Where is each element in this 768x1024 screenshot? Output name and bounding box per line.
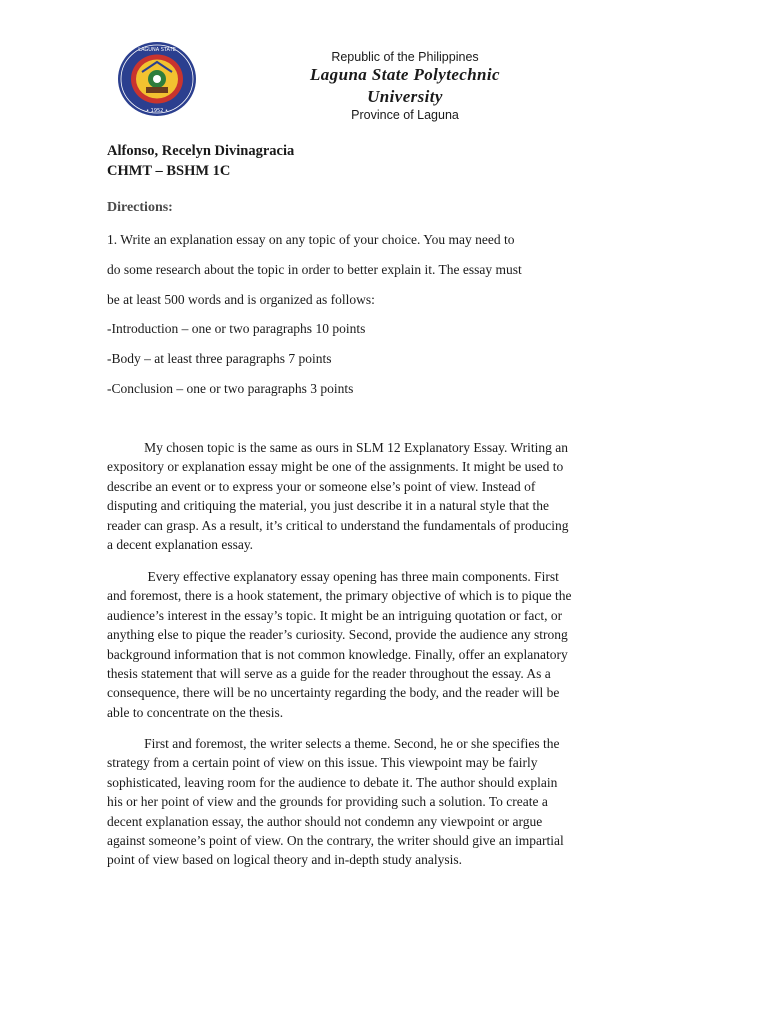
svg-text:LAGUNA STATE: LAGUNA STATE <box>138 47 176 53</box>
directions-line: 1. Write an explanation essay on any topic of your choice. You may need to <box>107 232 515 247</box>
directions-line: -Introduction – one or two paragraphs 10 points <box>107 321 366 336</box>
essay-line: describe an event or to express your or someone else’s point of view. Instead of <box>107 478 536 494</box>
svg-text:• 1952 •: • 1952 • <box>146 108 168 114</box>
directions-line: be at least 500 words and is organized as follows: <box>107 292 375 307</box>
essay-paragraph-body <box>107 734 667 870</box>
essay-line: sophisticated, leaving room for the audience to debate it. The author should explain <box>107 774 558 790</box>
essay-paragraph-intro <box>107 438 667 554</box>
directions-heading: Directions: <box>107 200 173 215</box>
letterhead <box>230 50 540 122</box>
essay-line: expository or explanation essay might be one of the assignments. It might be used to <box>107 459 564 475</box>
essay-paragraph-opening <box>107 567 667 722</box>
university-name: Laguna State Polytechnic University <box>310 65 500 106</box>
essay-line: and foremost, there is a hook statement, the primary objective of which is to pique the <box>107 588 572 604</box>
directions-line: do some research about the topic in order to better explain it. The essay must <box>107 262 522 277</box>
republic-line: Republic of the Philippines <box>331 50 479 64</box>
essay-line: decent explanation essay, the author should not condemn any viewpoint or argue <box>107 813 543 829</box>
essay-line: reader can grasp. As a result, it’s critical to understand the fundamentals of producing <box>107 517 569 533</box>
essay-line: Every effective explanatory essay opening has three main components. First <box>107 569 559 584</box>
essay-line: a decent explanation essay. <box>107 537 254 553</box>
essay-line: consequence, there will be no uncertainty regarding the body, and the reader will be <box>107 685 560 701</box>
essay-line: background information that is not common knowledge. Finally, offer an explanatory <box>107 646 568 662</box>
essay-line: My chosen topic is the same as ours in SLM 12 Explanatory Essay. Writing an <box>107 440 569 455</box>
directions-line: -Body – at least three paragraphs 7 points <box>107 351 332 366</box>
essay-line: point of view based on logical theory and in-depth study analysis. <box>107 852 463 868</box>
university-seal-logo <box>116 40 198 118</box>
student-info <box>107 141 294 181</box>
essay-line: strategy from a certain point of view on this issue. This viewpoint may be fairly <box>107 755 538 771</box>
province-line: Province of Laguna <box>351 108 459 122</box>
essay-line: First and foremost, the writer selects a theme. Second, he or she specifies the <box>107 736 560 751</box>
student-name: Alfonso, Recelyn Divinagracia <box>107 143 295 159</box>
essay-line: thesis statement that will serve as a guide for the reader throughout the essay. As a <box>107 666 551 682</box>
essay-line: disputing and critiquing the material, you just describe it in a natural style that the <box>107 498 550 514</box>
essay-line: his or her point of view and the grounds for providing such a solution. To create a <box>107 794 548 810</box>
essay-line: anything else to pique the reader’s curiosity. Second, provide the audience any strong <box>107 627 568 643</box>
student-section: CHMT – BSHM 1C <box>107 163 231 179</box>
essay-line: able to concentrate on the thesis. <box>107 704 284 720</box>
essay-line: audience’s interest in the essay’s topic. It might be an intriguing quotation or fact, or <box>107 607 563 623</box>
directions-line: -Conclusion – one or two paragraphs 3 points <box>107 381 354 396</box>
essay-line: against someone’s point of view. On the contrary, the writer should give an impartial <box>107 833 564 849</box>
